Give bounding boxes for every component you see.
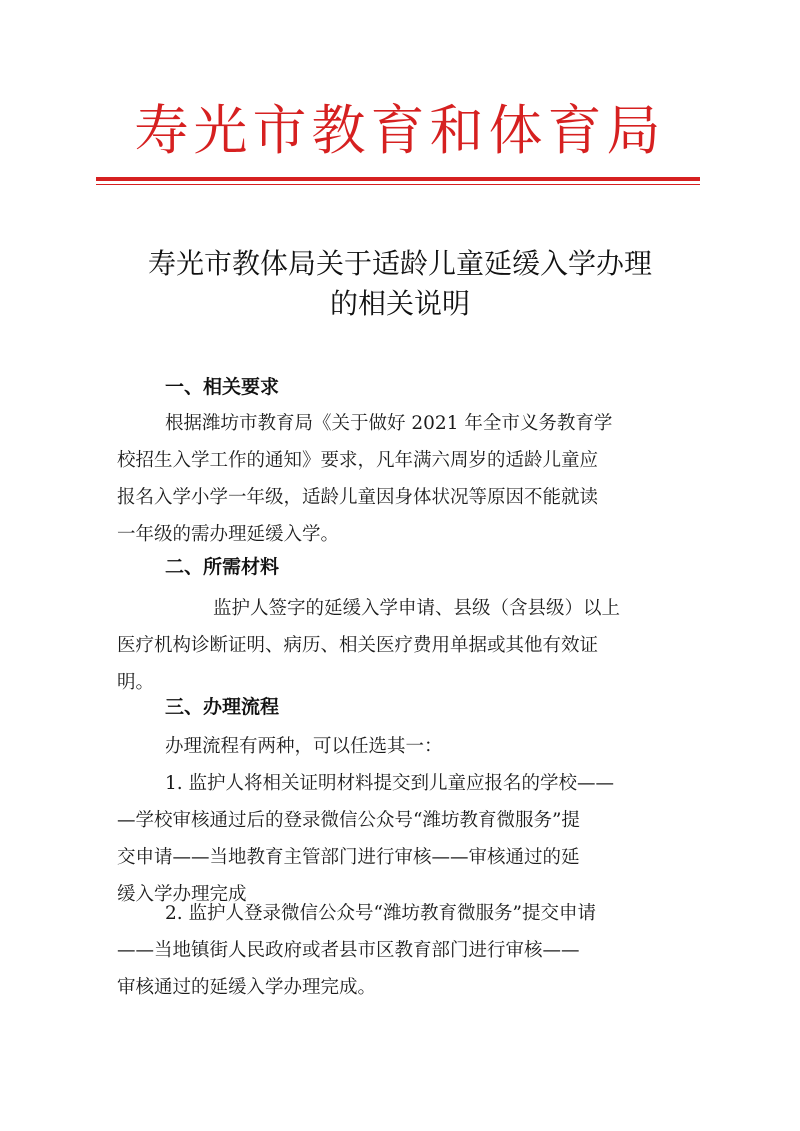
section-heading-requirements: 一、相关要求 <box>165 376 280 398</box>
paragraph-line: 校招生入学工作的通知》要求，凡年满六周岁的适龄儿童应 <box>117 450 599 471</box>
section-heading-materials: 二、所需材料 <box>165 556 280 578</box>
paragraph-line: 1. 监护人将相关证明材料提交到儿童应报名的学校—— <box>165 773 615 794</box>
paragraph-line: 明。 <box>117 672 155 693</box>
process-intro <box>117 728 687 765</box>
paragraph-line: 审核通过的延缓入学办理完成。 <box>117 977 377 998</box>
paragraph-line: 一年级的需办理延缓入学。 <box>117 524 340 545</box>
paragraph-line: 监护人签字的延缓入学申请、县级（含县级）以上 <box>213 598 621 619</box>
process-option-2 <box>117 895 687 1006</box>
paragraph-line: —学校审核通过后的登录微信公众号“潍坊教育微服务”提 <box>117 810 580 831</box>
paragraph-line: 办理流程有两种，可以任选其一： <box>165 736 443 757</box>
section-heading-process: 三、办理流程 <box>165 696 280 718</box>
letterhead-red-rule-thin <box>96 184 700 185</box>
paragraph-line: 医疗机构诊断证明、病历、相关医疗费用单据或其他有效证 <box>117 635 599 656</box>
letterhead-org-name: 寿光市教育和体育局 <box>134 99 666 162</box>
paragraph-line: ——当地镇街人民政府或者县市区教育部门进行审核—— <box>117 940 580 961</box>
section-body-requirements <box>117 405 687 553</box>
document-title-line-1: 寿光市教体局关于适龄儿童延缓入学办理 <box>147 247 652 280</box>
document-title <box>80 244 720 324</box>
letterhead-red-rule-thick <box>96 177 700 181</box>
paragraph-line: 缓入学办理完成 <box>117 884 247 905</box>
process-option-1 <box>117 765 687 913</box>
paragraph-line: 报名入学小学一年级，适龄儿童因身体状况等原因不能就读 <box>117 487 599 508</box>
paragraph-line: 根据潍坊市教育局《关于做好 2021 年全市义务教育学 <box>165 413 613 434</box>
section-body-materials <box>117 590 687 701</box>
paragraph-line: 2. 监护人登录微信公众号“潍坊教育微服务”提交申请 <box>165 903 596 924</box>
paragraph-line: 交申请——当地教育主管部门进行审核——审核通过的延 <box>117 847 580 868</box>
document-title-line-2: 的相关说明 <box>329 287 470 320</box>
